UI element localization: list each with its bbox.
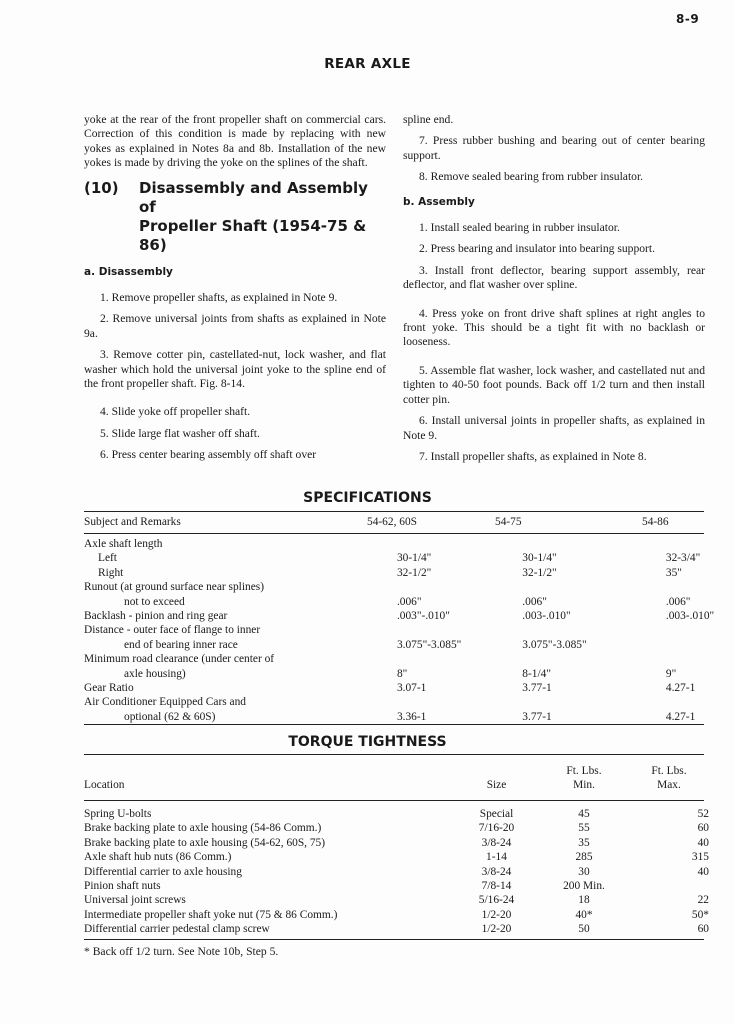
table-cell: Pinion shaft nuts (84, 880, 161, 893)
table-cell: 3.77-1 (522, 682, 552, 695)
table-cell: Right (98, 566, 124, 579)
table-cell: 3.075"-3.085" (522, 638, 587, 651)
spec-bottom-rule (84, 724, 704, 725)
table-cell: .003-.010" (522, 610, 571, 623)
disassembly-step: 2. Remove universal joints from shafts as explained in Note 9a. (84, 312, 386, 340)
table-cell: 18 (578, 894, 590, 907)
torque-top-rule (84, 754, 704, 755)
intro-paragraph: yoke at the rear of the front propeller shaft on commercial cars. Correction of this condition is made by replacing with new yokes as explained in Notes 8a and 8b. Installation of the new yokes is made by driving the yoke on the splines of the shaft. (84, 113, 386, 170)
disassembly-step: 8. Remove sealed bearing from rubber insulator. (419, 170, 644, 184)
disassembly-step: 5. Slide large flat washer off shaft. (100, 426, 260, 440)
table-cell: 32-1/2" (522, 566, 557, 579)
table-row (84, 595, 735, 609)
table-cell (397, 537, 522, 551)
table-row (84, 667, 735, 681)
table-cell: Intermediate propeller shaft yoke nut (75 & 86 Comm.) (84, 908, 338, 921)
table-cell (666, 652, 735, 666)
table-cell (666, 623, 735, 637)
table-cell: .003-.010" (665, 610, 715, 623)
table-cell: 22 (697, 894, 709, 907)
table-cell: Axle shaft hub nuts (86 Comm.) (84, 851, 232, 864)
torque-bottom-rule (84, 939, 704, 940)
table-row (84, 638, 735, 652)
table-cell: 50 (578, 923, 590, 936)
table-cell: Gear Ratio (84, 682, 134, 695)
page-number: 8-9 (676, 12, 700, 26)
table-cell: 35" (665, 566, 682, 579)
table-header-row (84, 764, 709, 793)
table-cell (666, 537, 735, 551)
table-cell: Runout (at ground surface near splines) (84, 581, 264, 594)
table-cell: 4.27-1 (665, 710, 696, 723)
table-cell: 54-86 (642, 516, 669, 528)
table-cell: 3.07-1 (396, 682, 427, 695)
table-cell: Ft. Lbs. Max. (651, 765, 687, 792)
assembly-step: 7. Install propeller shafts, as explained in Note 8. (419, 449, 647, 463)
table-cell: 52 (697, 808, 709, 820)
table-cell: 5/16-24 (478, 894, 515, 907)
table-cell: 55 (578, 822, 590, 835)
spec-header-rule (84, 533, 704, 534)
table-row (84, 695, 735, 709)
table-cell (397, 652, 522, 666)
table-cell: Backlash - pinion and ring gear (84, 610, 228, 623)
table-cell: 8-1/4" (522, 667, 551, 680)
table-row (84, 893, 709, 907)
table-cell: Ft. Lbs. Min. (566, 765, 602, 792)
table-row (84, 821, 709, 835)
section-number: (10) (84, 178, 119, 197)
assembly-heading: b. Assembly (403, 195, 475, 208)
table-row (84, 850, 709, 864)
table-cell: Subject and Remarks (84, 516, 181, 528)
table-cell: 30 (578, 865, 590, 878)
table-cell: 1-14 (486, 851, 507, 864)
table-cell: 9" (665, 667, 677, 680)
disassembly-step: 4. Slide yoke off propeller shaft. (100, 405, 251, 419)
specifications-title: SPECIFICATIONS (303, 490, 432, 506)
table-cell: 45 (578, 808, 590, 820)
left-column (84, 113, 386, 470)
table-cell: 60 (697, 923, 709, 936)
running-title: REAR AXLE (324, 56, 411, 72)
table-cell: Brake backing plate to axle housing (54-62, 60S, 75) (84, 836, 326, 849)
right-column (403, 113, 705, 471)
table-cell: Distance - outer face of flange to inner (84, 624, 261, 637)
table-cell: 3/8-24 (481, 836, 512, 849)
table-cell: 54-75 (495, 516, 522, 528)
table-cell: .006" (665, 595, 691, 608)
table-cell (666, 580, 735, 594)
table-cell: Special (479, 808, 514, 820)
table-row (84, 710, 735, 724)
table-cell: 60 (697, 822, 709, 835)
torque-title: TORQUE TIGHTNESS (288, 734, 447, 750)
table-cell: Left (98, 552, 117, 565)
table-row (84, 623, 735, 637)
table-cell (397, 695, 522, 709)
table-cell: optional (62 & 60S) (124, 710, 216, 723)
table-cell: 1/2-20 (481, 908, 512, 921)
disassembly-step: 6. Press center bearing assembly off shaft over (100, 448, 317, 462)
footnote: * Back off 1/2 turn. See Note 10b, Step 5. (84, 945, 279, 958)
table-cell: not to exceed (124, 595, 185, 608)
table-cell: Differential carrier to axle housing (84, 865, 242, 878)
table-cell: 315 (691, 851, 709, 864)
disassembly-step: 7. Press rubber bushing and bearing out of center bearing support. (403, 134, 705, 162)
table-cell: .006" (396, 595, 422, 608)
table-cell: 32-3/4" (665, 552, 701, 565)
table-cell: 30-1/4" (396, 552, 432, 565)
table-cell (522, 580, 666, 594)
torque-table (84, 807, 709, 937)
table-cell: Axle shaft length (84, 538, 163, 550)
table-cell: Size (486, 779, 507, 792)
table-cell: Spring U-bolts (84, 808, 152, 820)
disassembly-step: 3. Remove cotter pin, castellated-nut, lock washer, and flat washer which hold the universal joint yoke to the spline end of the front propeller shaft. Fig. 8-14. (84, 348, 386, 391)
table-cell: 8" (396, 667, 408, 680)
table-row (84, 652, 735, 666)
assembly-step: 2. Press bearing and insulator into bearing support. (419, 242, 656, 256)
specifications-body (84, 537, 735, 724)
table-cell (397, 580, 522, 594)
spec-top-rule (84, 511, 704, 512)
assembly-step: 5. Assemble flat washer, lock washer, and castellated nut and tighten to 40-50 foot pounds. Back off 1/2 turn and then install cotter pin. (403, 363, 705, 406)
continuation-text: spline end. (403, 113, 454, 126)
table-cell: 54-62, 60S (367, 516, 417, 528)
table-cell: 3/8-24 (481, 865, 512, 878)
table-cell: Minimum road clearance (under center of (84, 653, 275, 666)
table-row (84, 807, 709, 821)
table-cell (629, 879, 709, 893)
section-heading (84, 179, 386, 255)
table-row (84, 879, 709, 893)
assembly-step: 6. Install universal joints in propeller shafts, as explained in Note 9. (403, 414, 705, 442)
disassembly-step: 1. Remove propeller shafts, as explained in Note 9. (100, 291, 338, 305)
table-cell: 7/8-14 (481, 880, 512, 893)
table-row (84, 609, 735, 623)
table-cell: 32-1/2" (396, 566, 432, 579)
table-row (84, 566, 735, 580)
table-cell: 4.27-1 (665, 682, 696, 695)
table-cell: 3.075"-3.085" (396, 638, 462, 651)
table-row (84, 537, 735, 551)
assembly-step: 4. Press yoke on front drive shaft splines at right angles to front yoke. This should be a tight fit with no backlash or looseness. (403, 306, 705, 349)
table-cell: 50* (691, 908, 709, 921)
table-cell: 3.77-1 (522, 710, 552, 723)
table-row (84, 580, 735, 594)
table-cell: 40* (575, 908, 593, 921)
table-cell: Universal joint screws (84, 894, 186, 907)
table-cell (522, 695, 666, 709)
table-cell: 7/16-20 (478, 822, 515, 835)
table-row (84, 908, 709, 922)
table-cell (522, 537, 666, 551)
disassembly-heading: a. Disassembly (84, 265, 173, 278)
table-cell: 1/2-20 (481, 923, 512, 936)
table-cell (397, 623, 522, 637)
table-row (84, 836, 709, 850)
table-cell: 30-1/4" (522, 552, 557, 565)
table-cell: 35 (578, 836, 590, 849)
table-cell: 40 (697, 836, 709, 849)
table-header-row (84, 515, 712, 529)
torque-header-rule (84, 800, 704, 801)
table-row (84, 922, 709, 936)
table-cell (666, 638, 735, 652)
table-cell: end of bearing inner race (124, 638, 238, 651)
torque-header (84, 764, 709, 793)
table-cell: axle housing) (124, 667, 186, 680)
table-row (84, 551, 735, 565)
table-cell: Air Conditioner Equipped Cars and (84, 696, 246, 709)
table-cell: 3.36-1 (396, 710, 427, 723)
specifications-table (84, 515, 712, 529)
table-cell: .006" (522, 595, 547, 608)
section-title: Disassembly and Assembly of Propeller Shaft (1954-75 & 86) (139, 178, 368, 254)
table-cell: 285 (575, 851, 593, 864)
assembly-step: 3. Install front deflector, bearing support assembly, rear deflector, and flat washer over spline. (403, 263, 705, 292)
table-cell (522, 652, 666, 666)
table-cell (666, 695, 735, 709)
table-cell: 40 (697, 865, 709, 878)
table-cell: 200 Min. (563, 880, 605, 893)
table-cell (522, 623, 666, 637)
table-cell: .003"-.010" (396, 610, 450, 623)
table-cell: Brake backing plate to axle housing (54-86 Comm.) (84, 822, 322, 835)
table-cell: Location (84, 779, 125, 792)
assembly-step: 1. Install sealed bearing in rubber insulator. (419, 221, 620, 235)
table-row (84, 865, 709, 879)
table-cell: Differential carrier pedestal clamp screw (84, 923, 270, 936)
table-row (84, 681, 735, 695)
